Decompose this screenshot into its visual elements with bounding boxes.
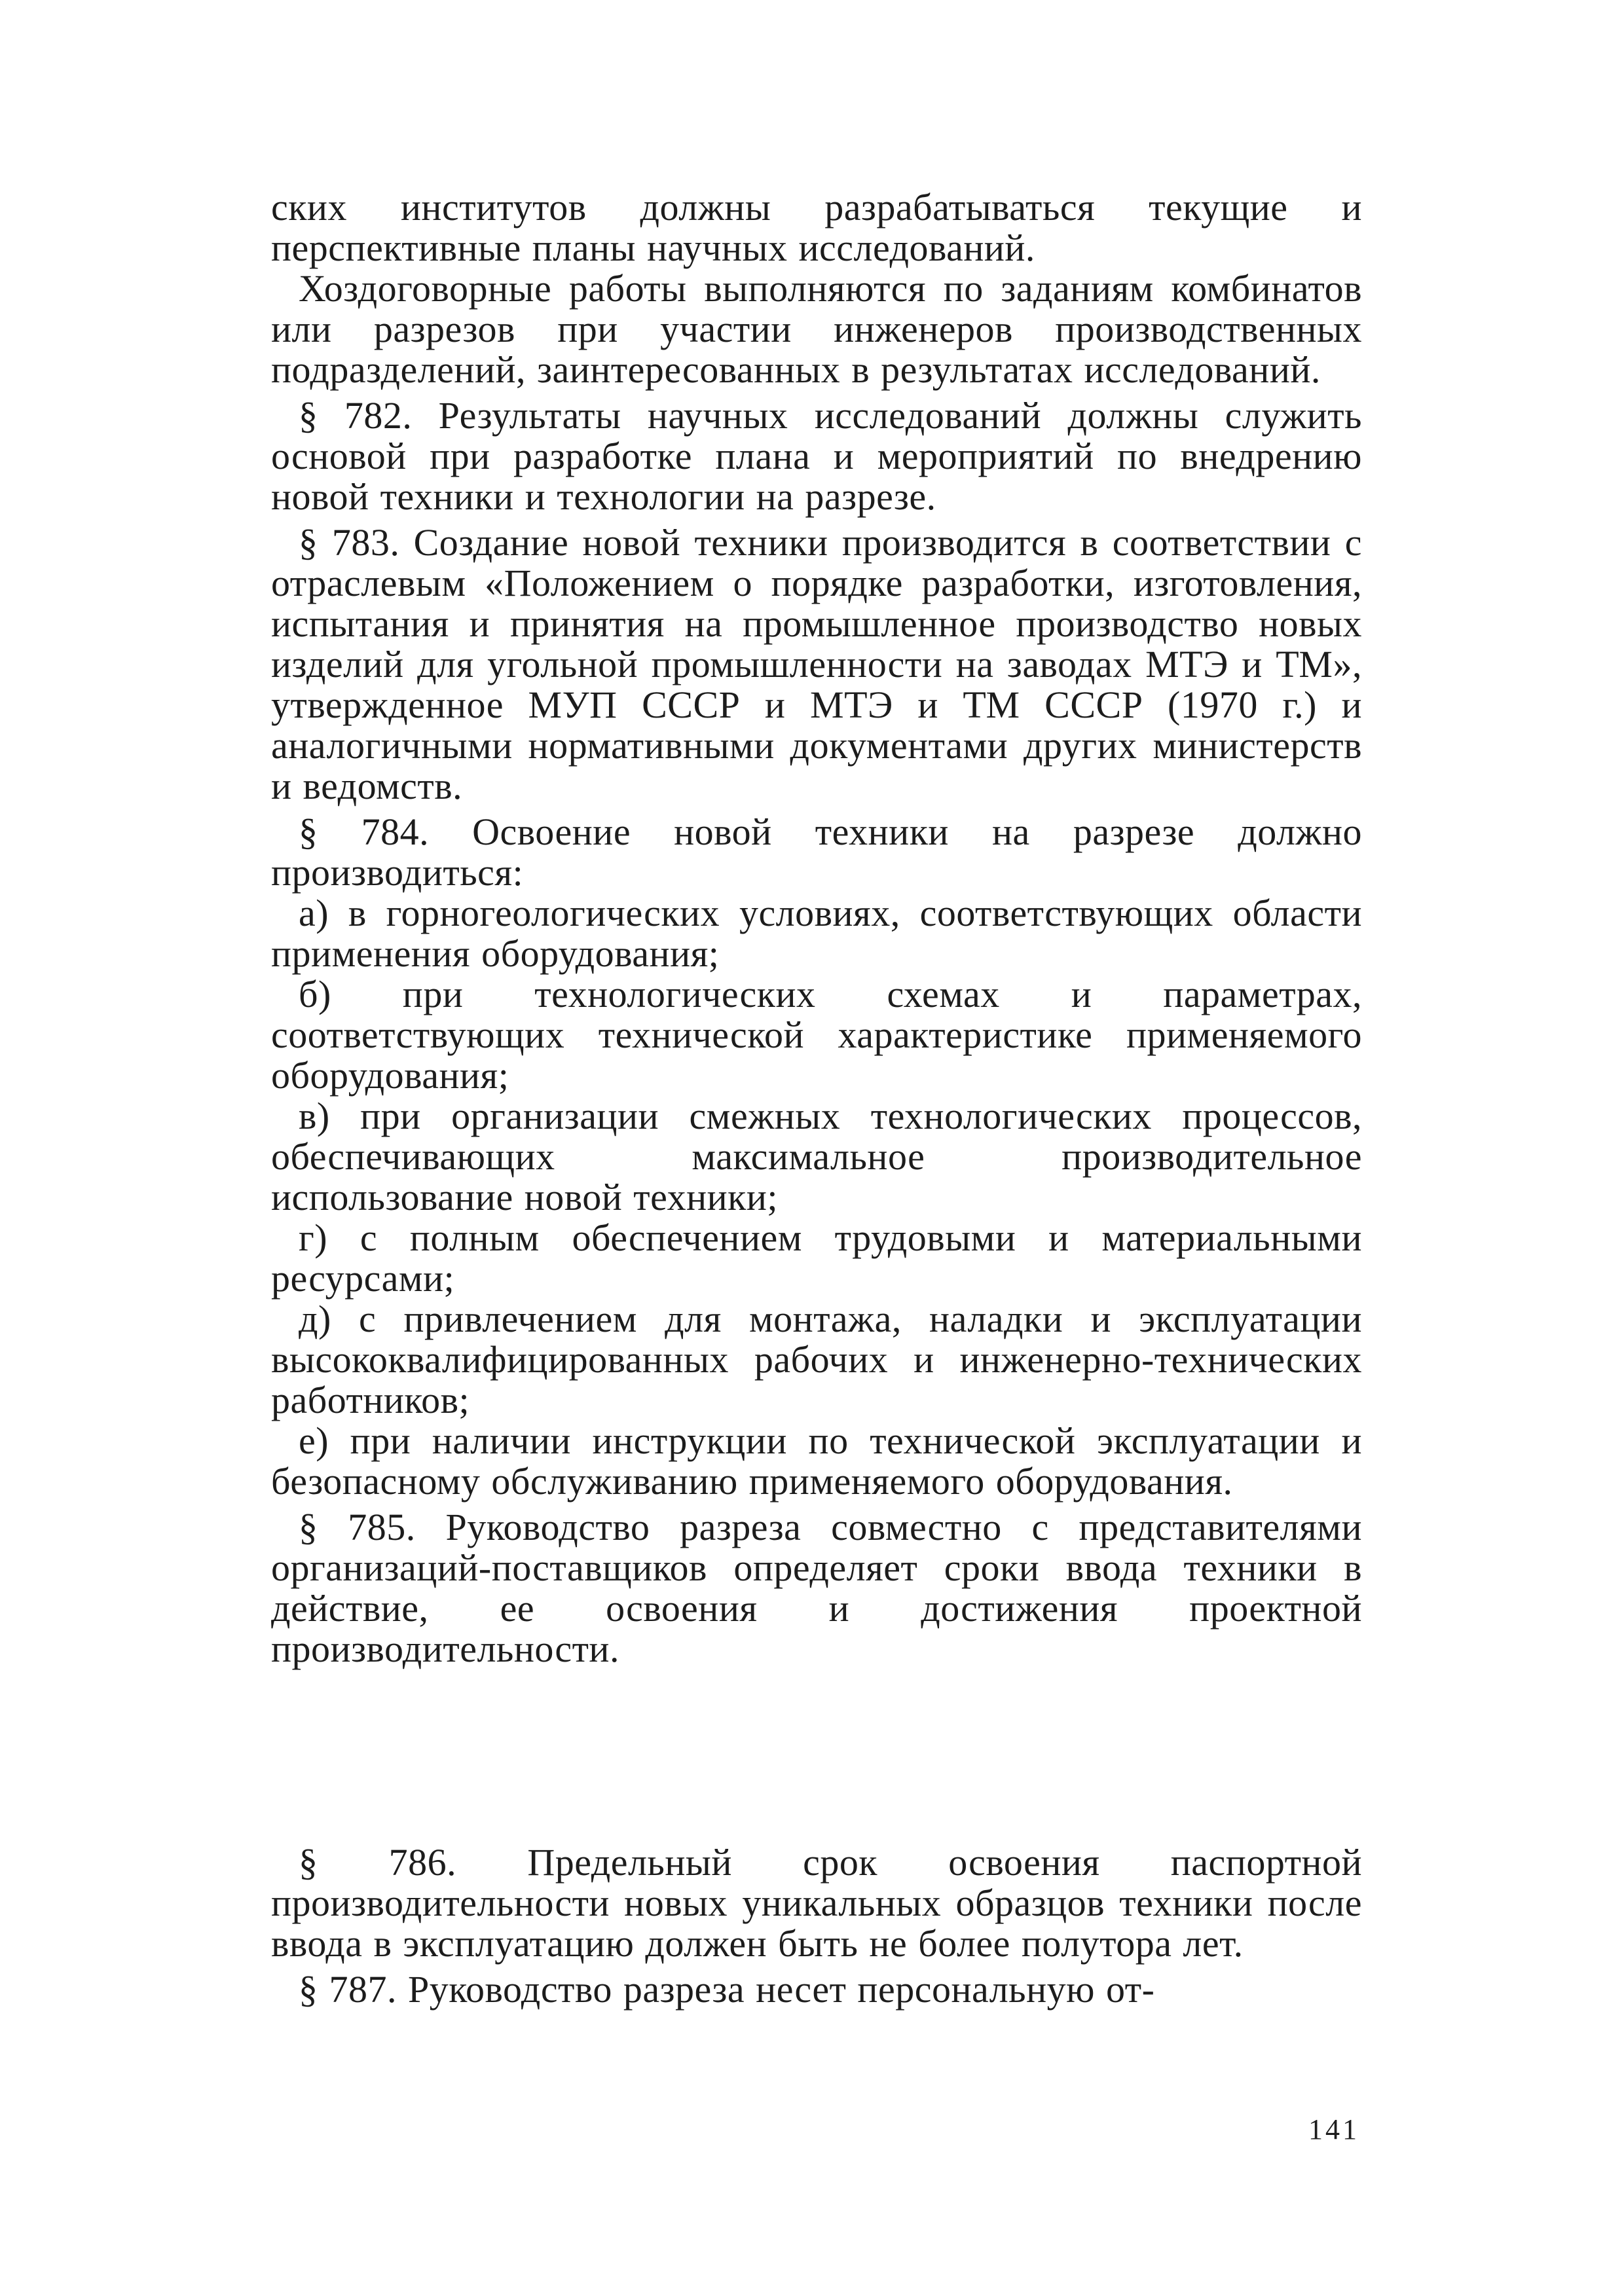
page-number: 141 [1308, 2113, 1359, 2145]
list-item-e: е) при наличии инструкции по технической эксплуатации и безопасному обслуживанию применяемого оборудования. [271, 1419, 1362, 1503]
section-783: § 783. Создание новой техники производится в соответствии с отраслевым «Положением о порядке разработки, изготовления, испытания и принятия на промышленное производство новых изделий для угольной промышленности на заводах МТЭ и ТМ», утвержденное МУП СССР и МТЭ и ТМ СССР (1970 г.) и аналогичными нормативными документами других министерств и ведомств. [271, 521, 1362, 807]
list-item-v: в) при организации смежных технологических процессов, обеспечивающих максимальное производительное использование новой техники; [271, 1095, 1362, 1218]
paragraph-contract-work: Хоздоговорные работы выполняются по заданиям комбинатов или разрезов при участии инженеров производственных подразделений, заинтересованных в результатах исследований. [271, 267, 1362, 391]
section-786: § 786. Предельный срок освоения паспортной производительности новых уникальных образцов техники после ввода в эксплуатацию должен быть не более полутора лет. [271, 1841, 1362, 1965]
text-block-bottom [271, 1842, 1362, 2010]
list-item-d: д) с привлечением для монтажа, наладки и эксплуатации высококвалифицированных рабочих и инженерно-технических работников; [271, 1298, 1362, 1421]
section-787: § 787. Руководство разреза несет персональную от- [299, 1968, 1155, 2011]
section-785: § 785. Руководство разреза совместно с представителями организаций-поставщиков определяет сроки ввода техники в действие, ее освоения и достижения проектной производительности. [271, 1506, 1362, 1670]
section-784: § 784. Освоение новой техники на разрезе должно производиться: [271, 811, 1362, 894]
list-item-b: б) при технологических схемах и параметрах, соответствующих технической характеристике применяемого оборудования; [271, 973, 1362, 1097]
list-item-a: а) в горногеологических условиях, соответствующих области применения оборудования; [271, 892, 1362, 975]
paragraph-continuation: ских институтов должны разрабатываться текущие и перспективные планы научных исследований. [271, 186, 1362, 269]
text-block-top [271, 187, 1362, 1669]
list-item-g: г) с полным обеспечением трудовыми и материальными ресурсами; [271, 1216, 1362, 1300]
section-782: § 782. Результаты научных исследований должны служить основой при разработке плана и мероприятий по внедрению новой техники и технологии на разрезе. [271, 394, 1362, 518]
